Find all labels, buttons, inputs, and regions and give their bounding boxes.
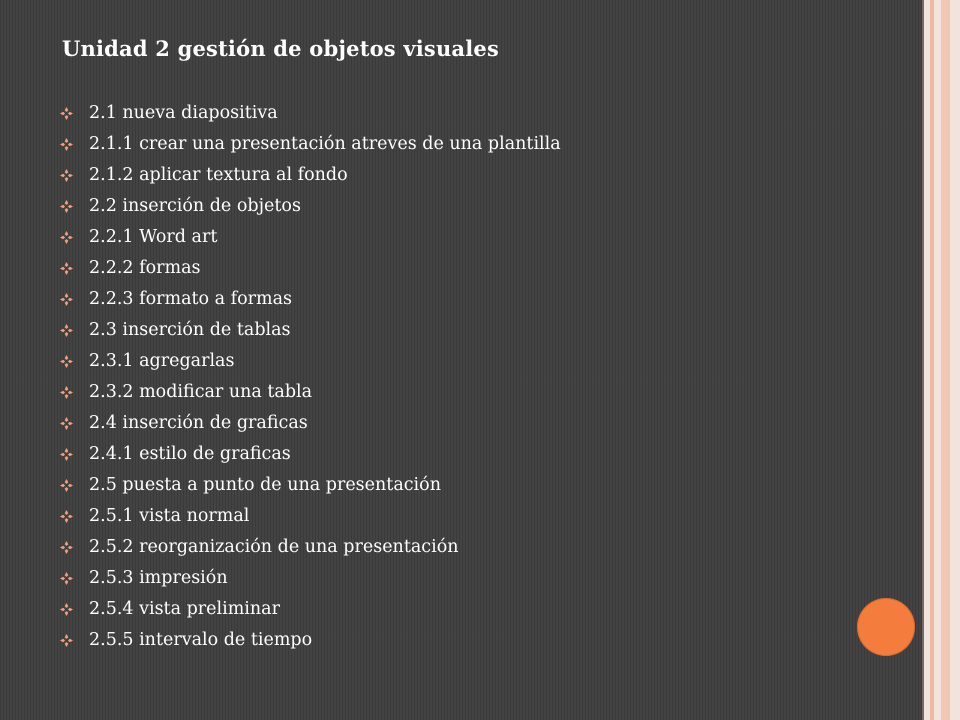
- list-item: [60, 376, 561, 407]
- four-diamond-bullet-icon: [60, 479, 73, 492]
- list-item: [60, 252, 561, 283]
- list-item: [60, 469, 561, 500]
- list-item: [60, 159, 561, 190]
- side-decoration-stripe: [930, 0, 934, 720]
- list-item-text: 2.2.2 formas: [89, 257, 201, 278]
- four-diamond-bullet-icon: [60, 324, 73, 337]
- side-decoration-edge: [922, 0, 924, 720]
- list-item-text: 2.3 inserción de tablas: [89, 319, 291, 340]
- four-diamond-bullet-icon: [60, 262, 73, 275]
- four-diamond-bullet-icon: [60, 448, 73, 461]
- side-decoration-stripe: [941, 0, 950, 720]
- list-item-text: 2.1 nueva diapositiva: [89, 102, 278, 123]
- four-diamond-bullet-icon: [60, 634, 73, 647]
- list-item: [60, 624, 561, 655]
- slide-title: Unidad 2 gestión de objetos visuales: [62, 36, 499, 61]
- outline-list: [60, 97, 561, 655]
- list-item-text: 2.5.4 vista preliminar: [89, 598, 280, 619]
- list-item-text: 2.5 puesta a punto de una presentación: [89, 474, 441, 495]
- list-item-text: 2.2.1 Word art: [89, 226, 218, 247]
- four-diamond-bullet-icon: [60, 231, 73, 244]
- list-item: [60, 562, 561, 593]
- list-item: [60, 97, 561, 128]
- list-item-text: 2.4.1 estilo de graficas: [89, 443, 291, 464]
- list-item-text: 2.5.3 impresión: [89, 567, 228, 588]
- four-diamond-bullet-icon: [60, 355, 73, 368]
- list-item-text: 2.3.1 agregarlas: [89, 350, 235, 371]
- list-item: [60, 221, 561, 252]
- four-diamond-bullet-icon: [60, 572, 73, 585]
- four-diamond-bullet-icon: [60, 417, 73, 430]
- list-item-text: 2.2 inserción de objetos: [89, 195, 301, 216]
- four-diamond-bullet-icon: [60, 386, 73, 399]
- list-item-text: 2.2.3 formato a formas: [89, 288, 293, 309]
- list-item: [60, 593, 561, 624]
- list-item-text: 2.5.1 vista normal: [89, 505, 250, 526]
- four-diamond-bullet-icon: [60, 107, 73, 120]
- list-item: [60, 407, 561, 438]
- list-item-text: 2.5.5 intervalo de tiempo: [89, 629, 313, 650]
- list-item: [60, 190, 561, 221]
- four-diamond-bullet-icon: [60, 293, 73, 306]
- four-diamond-bullet-icon: [60, 169, 73, 182]
- list-item: [60, 314, 561, 345]
- four-diamond-bullet-icon: [60, 138, 73, 151]
- list-item-text: 2.4 inserción de graficas: [89, 412, 308, 433]
- list-item-text: 2.3.2 modificar una tabla: [89, 381, 313, 402]
- four-diamond-bullet-icon: [60, 541, 73, 554]
- list-item: [60, 345, 561, 376]
- list-item-text: 2.1.2 aplicar textura al fondo: [89, 164, 348, 185]
- four-diamond-bullet-icon: [60, 200, 73, 213]
- list-item: [60, 438, 561, 469]
- list-item-text: 2.1.1 crear una presentación atreves de una plantilla: [89, 133, 561, 154]
- list-item: [60, 283, 561, 314]
- four-diamond-bullet-icon: [60, 510, 73, 523]
- list-item: [60, 500, 561, 531]
- list-item: [60, 531, 561, 562]
- list-item-text: 2.5.2 reorganización de una presentación: [89, 536, 459, 557]
- orange-circle-decoration: [857, 598, 915, 656]
- list-item: [60, 128, 561, 159]
- four-diamond-bullet-icon: [60, 603, 73, 616]
